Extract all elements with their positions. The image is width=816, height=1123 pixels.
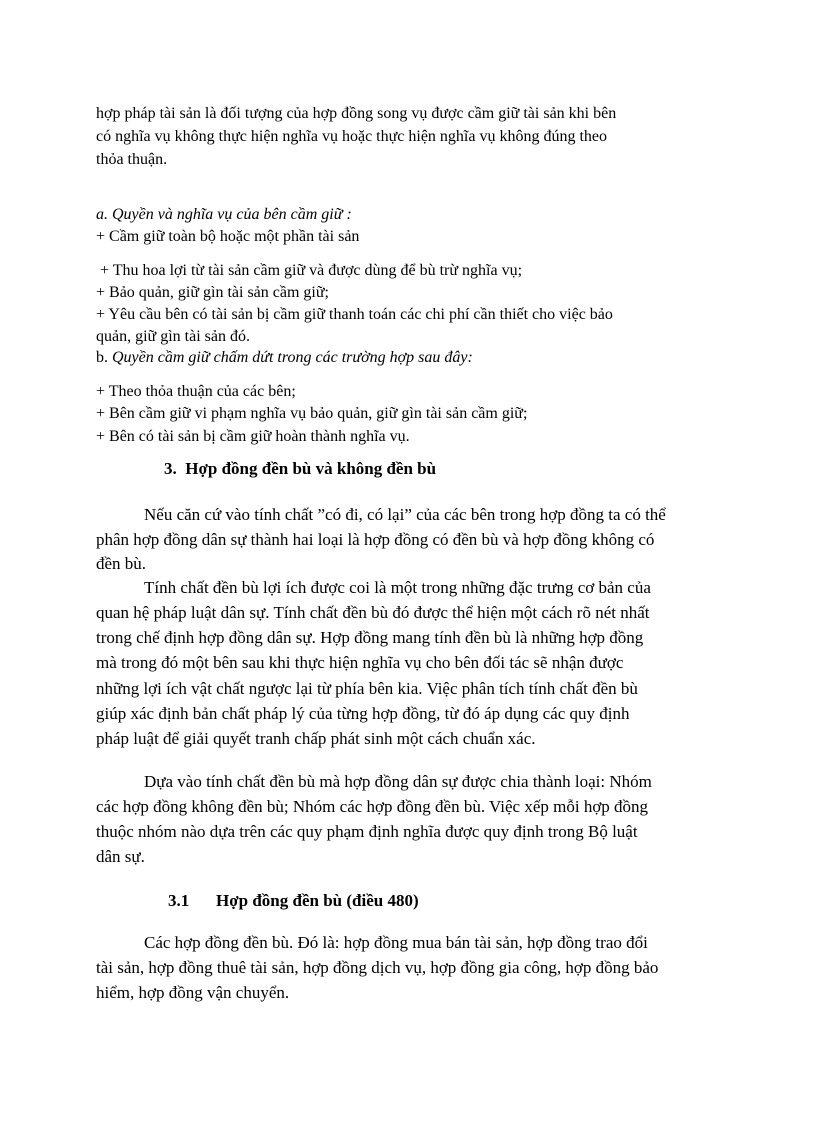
termination-heading-text: Quyền cầm giữ chấm dứt trong các trường hợp sau đây:: [112, 349, 473, 366]
text-line: tài sản, hợp đồng thuê tài sản, hợp đồng dịch vụ, hợp đồng gia công, hợp đồng bảo: [96, 958, 659, 977]
section-heading: [164, 460, 436, 477]
section-title: Hợp đồng đền bù và không đền bù: [185, 459, 437, 478]
text-line: hợp pháp tài sản là đối tượng của hợp đồng song vụ được cầm giữ tài sản khi bên: [96, 105, 617, 122]
text-line: giúp xác định bản chất pháp lý của từng hợp đồng, từ đó áp dụng các quy định: [96, 704, 630, 723]
subsection-title: Hợp đồng đền bù (điều 480): [216, 891, 419, 910]
text-line: các hợp đồng không đền bù; Nhóm các hợp đồng đền bù. Việc xếp mỗi hợp đồng: [96, 797, 649, 816]
text-line: phân hợp đồng dân sự thành hai loại là hợp đồng có đền bù và hợp đồng không có: [96, 530, 655, 549]
text-line: đền bù.: [96, 554, 147, 573]
list-item: + Thu hoa lợi từ tài sản cầm giữ và được dùng để bù trừ nghĩa vụ;: [96, 262, 523, 279]
text-line: trong chế định hợp đồng dân sự. Hợp đồng mang tính đền bù là những hợp đồng: [96, 628, 644, 647]
list-item: + Theo thỏa thuận của các bên;: [96, 383, 296, 400]
text-line: Dựa vào tính chất đền bù mà hợp đồng dân sự được chia thành loại: Nhóm: [144, 772, 652, 791]
text-line: Nếu căn cứ vào tính chất ”có đi, có lại” của các bên trong hợp đồng ta có thể: [144, 505, 666, 524]
list-item: + Bên cầm giữ vi phạm nghĩa vụ bảo quản, giữ gìn tài sản cầm giữ;: [96, 405, 528, 422]
text-line: pháp luật để giải quyết tranh chấp phát sinh một cách chuẩn xác.: [96, 729, 536, 748]
text-line: những lợi ích vật chất ngược lại từ phía bên kia. Việc phân tích tính chất đền bù: [96, 679, 638, 698]
list-item: + Bên có tài sản bị cầm giữ hoàn thành nghĩa vụ.: [96, 428, 410, 445]
text-line: mà trong đó một bên sau khi thực hiện nghĩa vụ cho bên đối tác sẽ nhận được: [96, 653, 624, 672]
text-line: quan hệ pháp luật dân sự. Tính chất đền bù đó được thể hiện một cách rõ nét nhất: [96, 603, 650, 622]
subsection-number: 3.1: [168, 891, 190, 910]
text-line: dân sự.: [96, 847, 145, 866]
list-item: quản, giữ gìn tài sản đó.: [96, 328, 250, 345]
section-number: 3.: [164, 459, 177, 478]
list-item: + Cầm giữ toàn bộ hoặc một phần tài sản: [96, 228, 360, 245]
text-line: Tính chất đền bù lợi ích được coi là một trong những đặc trưng cơ bản của: [144, 578, 651, 597]
list-item: + Yêu cầu bên có tài sản bị cầm giữ thanh toán các chi phí cần thiết cho việc bảo: [96, 306, 613, 323]
text-line: thuộc nhóm nào dựa trên các quy phạm định nghĩa được quy định trong Bộ luật: [96, 822, 638, 841]
text-line: Các hợp đồng đền bù. Đó là: hợp đồng mua bán tài sản, hợp đồng trao đổi: [144, 933, 648, 952]
text-line: thỏa thuận.: [96, 151, 168, 168]
list-item: + Bảo quản, giữ gìn tài sản cầm giữ;: [96, 284, 329, 301]
termination-heading: [96, 350, 473, 366]
termination-prefix: b.: [96, 349, 112, 366]
text-line: hiểm, hợp đồng vận chuyển.: [96, 983, 290, 1002]
rights-heading: a. Quyền và nghĩa vụ của bên cầm giữ :: [96, 206, 352, 223]
text-line: có nghĩa vụ không thực hiện nghĩa vụ hoặc thực hiện nghĩa vụ không đúng theo: [96, 128, 608, 145]
